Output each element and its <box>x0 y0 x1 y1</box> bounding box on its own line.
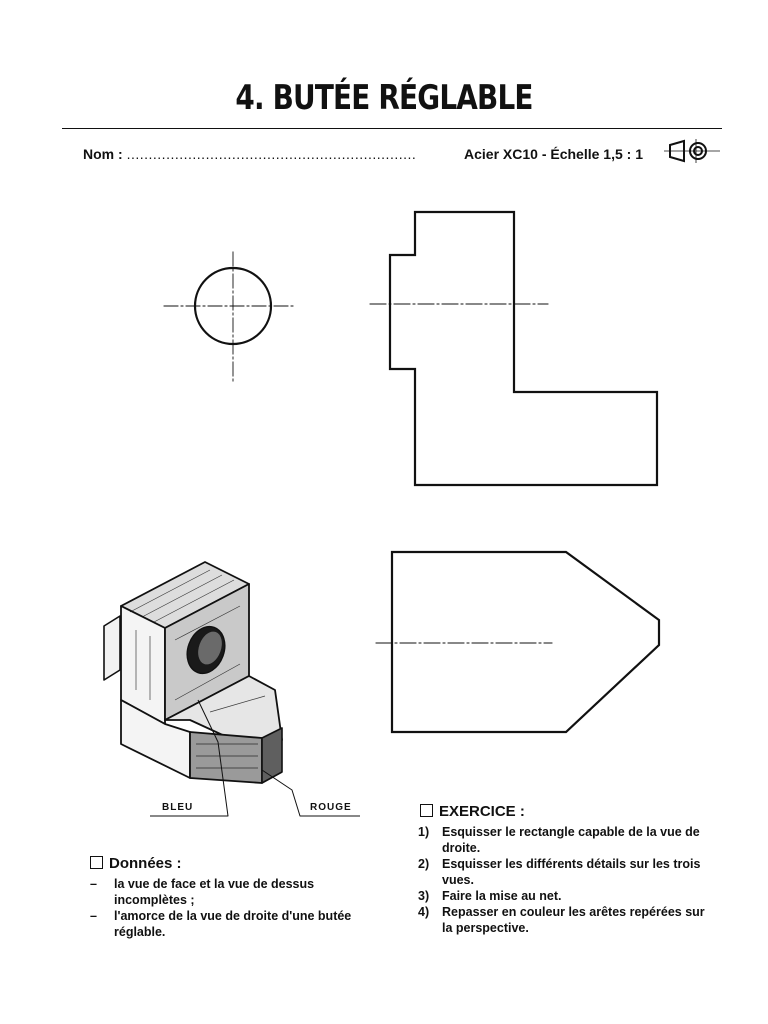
exercice-list <box>418 824 718 936</box>
checkbox-square-icon <box>420 804 433 817</box>
edge-label-red: ROUGE <box>310 802 352 813</box>
l-profile-view <box>370 212 657 485</box>
list-item: – l'amorce de la vue de droite d'une butée réglable. <box>90 909 352 939</box>
list-item: 1) Esquisser le rectangle capable de la vue de droite. <box>418 825 700 855</box>
edge-label-blue: BLEU <box>162 802 194 813</box>
material-scale: Acier XC10 - Échelle 1,5 : 1 <box>464 146 643 162</box>
isometric-perspective <box>104 562 360 816</box>
donnees-title: Données : <box>109 855 182 872</box>
donnees-list <box>90 876 390 940</box>
pentagon-view <box>376 552 659 732</box>
exercice-heading <box>420 803 525 820</box>
donnees-heading <box>90 855 182 872</box>
page-title: 4. BUTÉE RÉGLABLE <box>235 78 533 118</box>
checkbox-square-icon <box>90 856 103 869</box>
exercice-title: EXERCICE : <box>439 803 525 820</box>
list-item: 3) Faire la mise au net. <box>418 889 562 903</box>
name-label: Nom : <box>83 146 123 162</box>
name-dots: .................................................................. <box>126 146 417 162</box>
circle-view <box>164 252 296 384</box>
list-item: 2) Esquisser les différents détails sur les trois vues. <box>418 857 701 887</box>
list-item: – la vue de face et la vue de dessus incomplètes ; <box>90 877 315 907</box>
list-item: 4) Repasser en couleur les arêtes repérées sur la perspective. <box>418 905 705 935</box>
